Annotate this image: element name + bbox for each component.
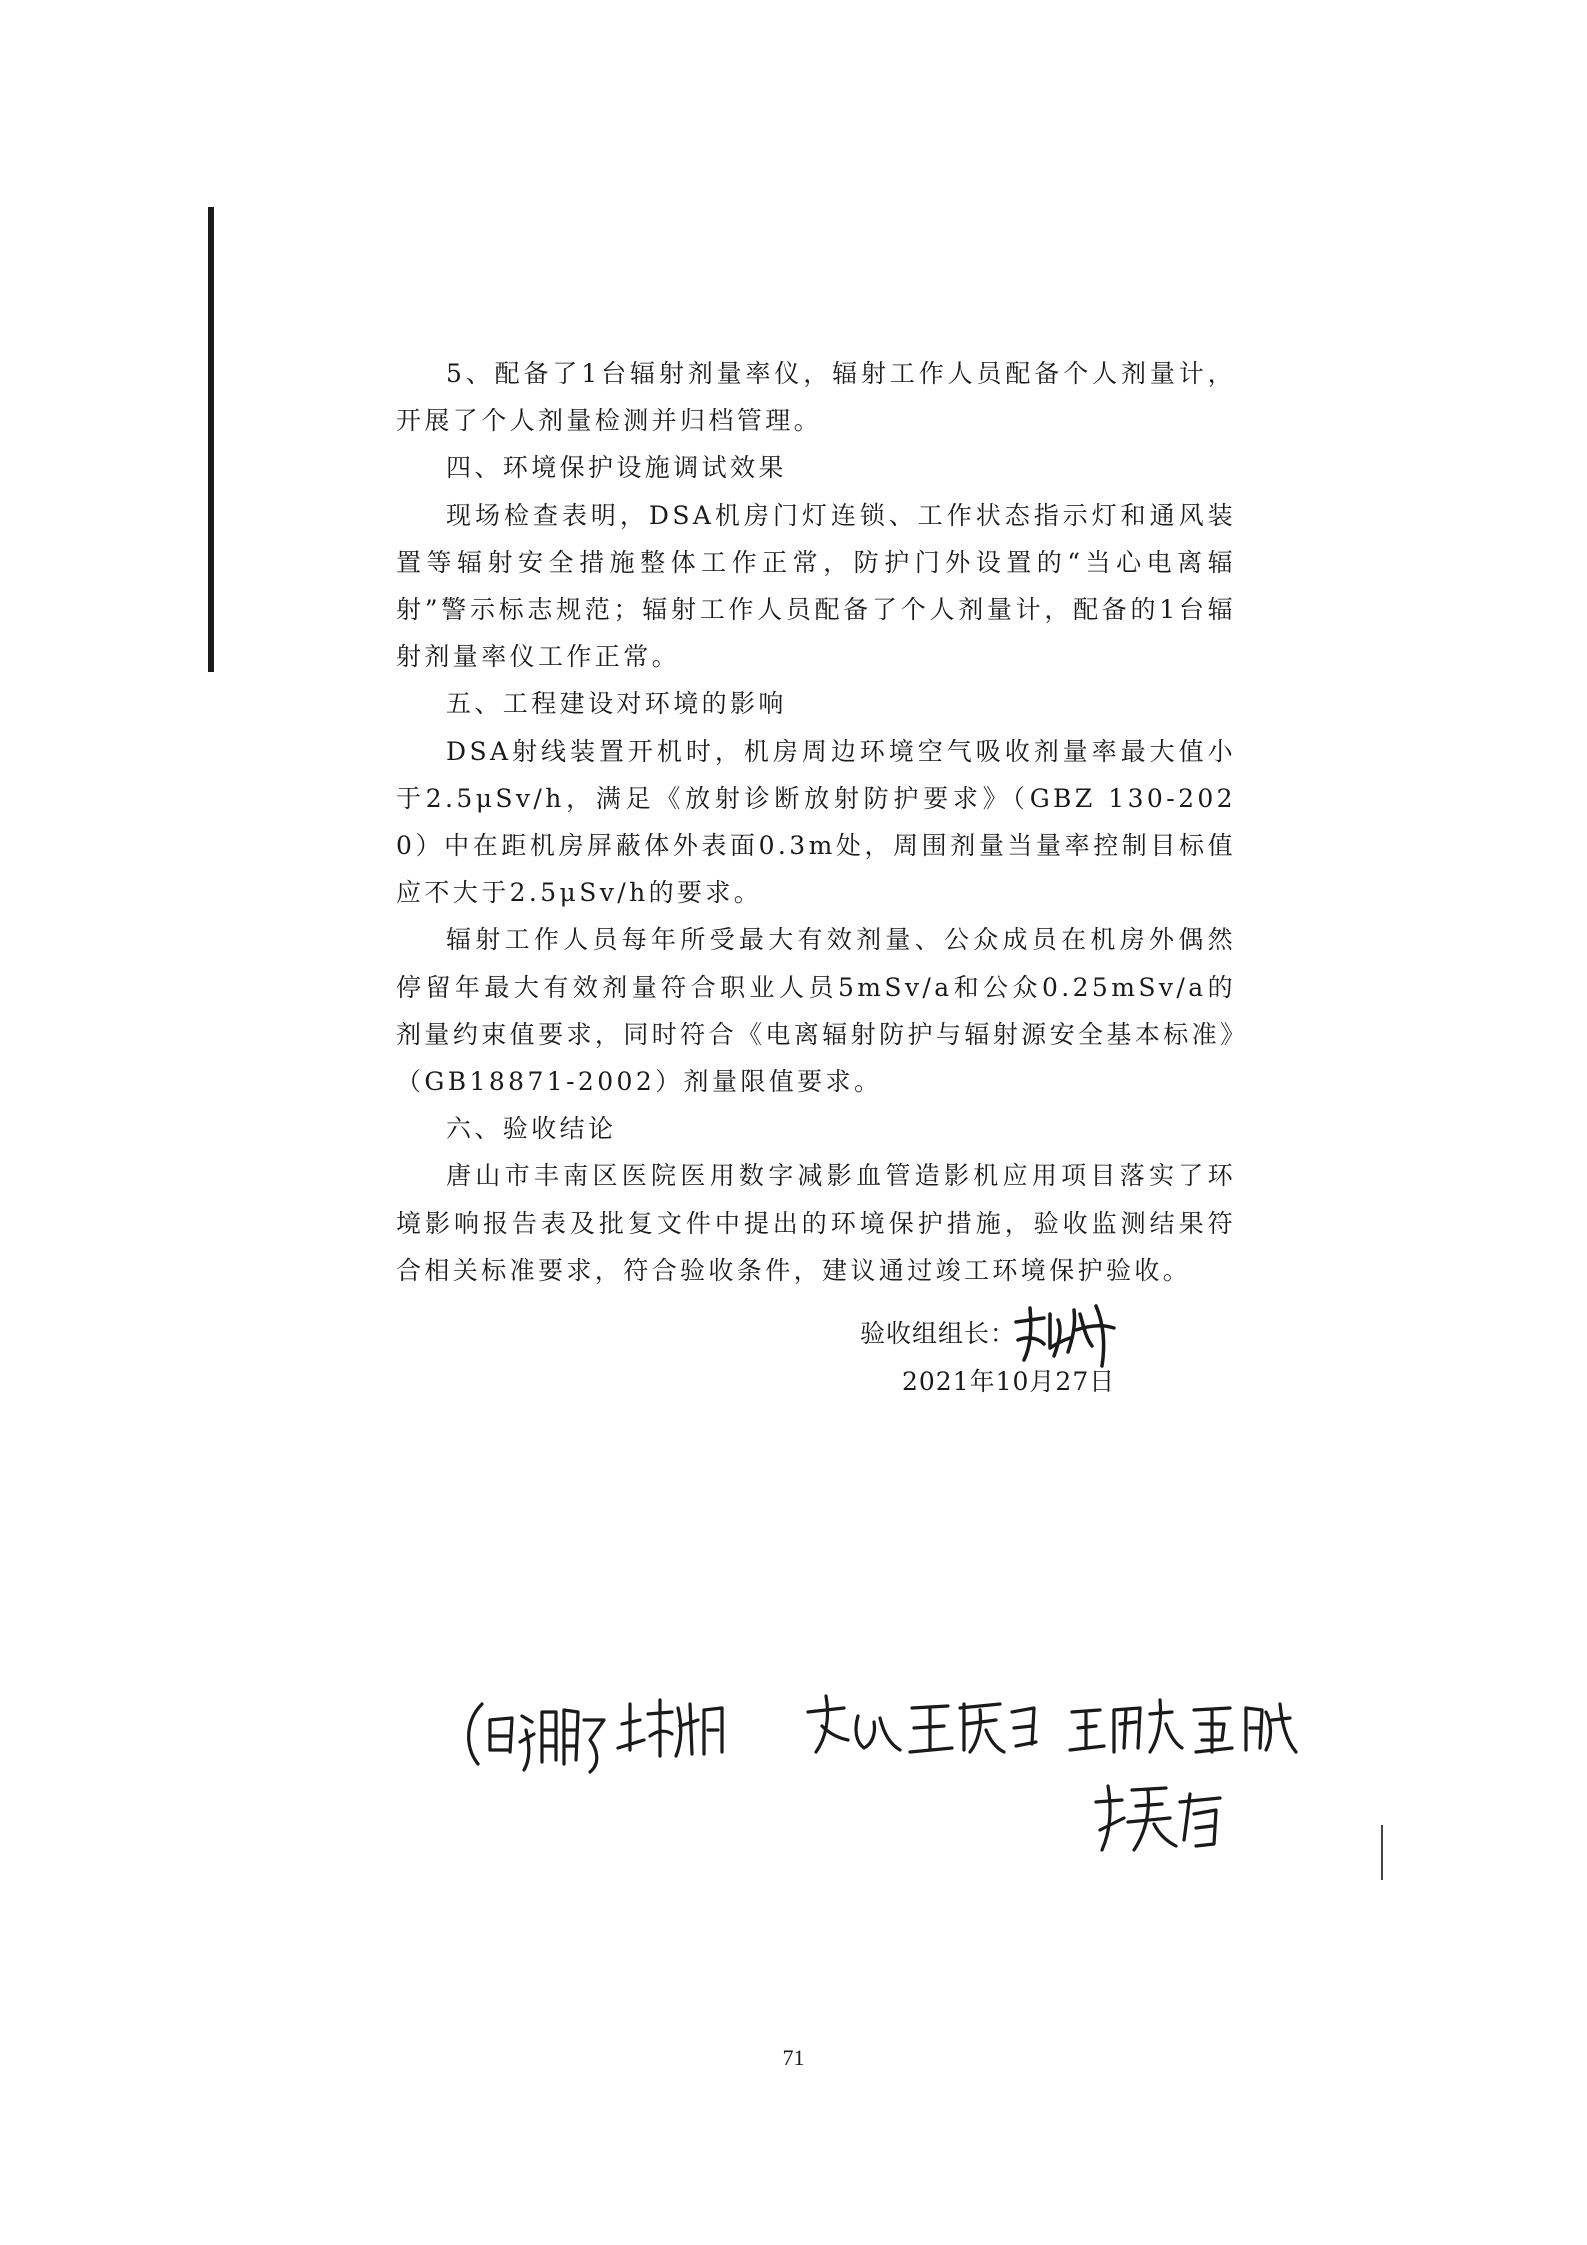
signoff-label: 验收组组长： [860,1319,1017,1348]
paragraph-effective-dose: 辐射工作人员每年所受最大有效剂量、公众成员在机房外偶然停留年最大有效剂量符合职业人员5mSv/a和公众0.25mSv/a的剂量约束值要求，同时符合《电离辐射防护与辐射源安全基本标准》（GB18871-2002）剂量限值要求。 [396,925,1236,1097]
scan-artifact-line [1381,1825,1383,1880]
document-body [396,350,1236,1294]
chief-signature [1010,1300,1120,1370]
paragraph-conclusion: 唐山市丰南区医院医用数字减影血管造影机应用项目落实了环境影响报告表及批复文件中提出的环境保护措施，验收监测结果符合相关标准要求，符合验收条件，建议通过竣工环境保护验收。 [396,1161,1236,1285]
section-heading-5: 五、工程建设对环境的影响 [446,689,787,719]
paragraph-dose-rate: DSA射线装置开机时，机房周边环境空气吸收剂量率最大值小于2.5μSv/h，满足《放射诊断放射防护要求》（GBZ 130-2020）中在距机房屏蔽体外表面0.3m处，周围剂量当量率控制目标值应不大于2.5μSv/h的要求。 [396,736,1236,908]
signoff-date: 2021年10月27日 [902,1367,1116,1396]
page-number: 71 [782,2045,805,2070]
paragraph-facility-test: 现场检查表明，DSA机房门灯连锁、工作状态指示灯和通风装置等辐射安全措施整体工作正常，防护门外设置的“当心电离辐射”警示标志规范；辐射工作人员配备了个人剂量计，配备的1台辐射剂量率仪工作正常。 [396,500,1236,672]
committee-signatures [460,1690,1360,1880]
scan-artifact-bar [208,207,214,672]
section-heading-4: 四、环境保护设施调试效果 [446,453,787,483]
section-heading-6: 六、验收结论 [446,1114,617,1144]
paragraph-item-5: 5、配备了1台辐射剂量率仪，辐射工作人员配备个人剂量计，开展了个人剂量检测并归档管理。 [396,359,1236,436]
